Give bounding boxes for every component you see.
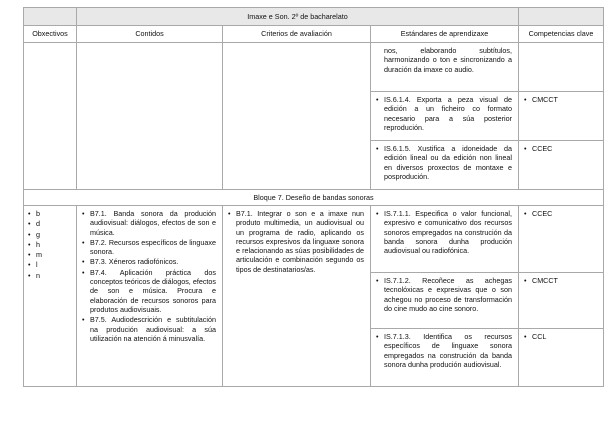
standard-cell (371, 43, 519, 92)
contidos-list (82, 209, 216, 343)
competencia-text: • CMCCT (524, 95, 597, 104)
criterio-cell (223, 206, 371, 387)
list-item: • d (28, 219, 70, 228)
standard-text: • IS.7.1.3. Identifica os recursos específicos de linguaxe sonora empregados na construción da banda sonora dunha produción audiovisual. (376, 332, 512, 369)
competencia-text: • CCL (524, 332, 597, 341)
competencia-cell (519, 329, 604, 387)
competencia-text: • CCEC (524, 209, 597, 218)
list-item: • m (28, 250, 70, 259)
header-competencias: Competencias clave (519, 26, 604, 43)
standard-cell (371, 141, 519, 190)
list-item: • l (28, 260, 70, 269)
competencia-cell (519, 92, 604, 141)
obxectivos-list (28, 209, 70, 280)
list-item: • B7.3. Xéneros radiofónicos. (82, 257, 216, 266)
standard-cell (371, 329, 519, 387)
standard-cell (371, 273, 519, 329)
standard-text: • IS.7.1.2. Recoñece as achegas tecnolóxicas e expresivas que o son achegou no proceso de transformación do cine mudo ao cine sonoro. (376, 276, 512, 313)
header-contidos: Contidos (77, 26, 223, 43)
standard-text: • IS.7.1.1. Especifica o valor funcional, expresivo e comunicativo dos recursos sonoros empregados na construción da banda sonora dunha produción audiovisual ou radiofónica. (376, 209, 512, 255)
competencia-text: • CCEC (524, 144, 597, 153)
obxectivos-cell (24, 206, 77, 387)
table-row (24, 43, 604, 92)
column-header-row (24, 26, 604, 43)
competencia-text: • CMCCT (524, 276, 597, 285)
list-item: • B7.2. Recursos específicos de linguaxe sonora. (82, 238, 216, 257)
list-item: • B7.4. Aplicación práctica dos conceptos teóricos de diálogos, efectos de son e música. Procura e elaboración de recursos sonoros para produtos audiovisuais. (82, 268, 216, 314)
header-obxectivos: Obxectivos (24, 26, 77, 43)
standard-text: nos, elaborando subtítulos, harmonizando o ton e sincronizando a duración da imaxe co audio. (384, 46, 512, 74)
table-title-row (24, 8, 604, 26)
curriculum-table (23, 7, 604, 387)
list-item: • h (28, 240, 70, 249)
list-item: • b (28, 209, 70, 218)
list-item: • n (28, 271, 70, 280)
list-item: • B7.5. Audiodescrición e subtitulación na produción audiovisual: a súa utilización na atención á minusvalía. (82, 315, 216, 343)
list-item: • g (28, 230, 70, 239)
standard-text: • IS.6.1.4. Exporta a peza visual de edición a un ficheiro co formato necesario para a súa posterior reprodución. (376, 95, 512, 132)
table-title: Imaxe e Son. 2º de bacharelato (77, 8, 519, 26)
contidos-cell (77, 206, 223, 387)
header-estandares: Estándares de aprendizaxe (371, 26, 519, 43)
competencia-cell (519, 141, 604, 190)
standard-text: • IS.6.1.5. Xustifica a idoneidade da edición lineal ou da edición non lineal en diversos proxectos de montaxe e posprodución. (376, 144, 512, 181)
bloque-row (24, 190, 604, 206)
table-row (24, 206, 604, 273)
bloque-title: Bloque 7. Deseño de bandas sonoras (24, 190, 604, 206)
header-criterios: Criterios de avaliación (223, 26, 371, 43)
standard-cell (371, 206, 519, 273)
criterio-text: • B7.1. Integrar o son e a imaxe nun produto multimedia, un audiovisual ou un programa de radio, aplicando os recursos expresivos da linguaxe sonora e relacionando as súas posibilidades de articulación e combinación segundo os tipos de destinatarios/as. (228, 209, 364, 274)
competencia-cell (519, 273, 604, 329)
competencia-cell (519, 206, 604, 273)
standard-cell (371, 92, 519, 141)
list-item: • B7.1. Banda sonora da produción audiovisual: diálogos, efectos de son e música. (82, 209, 216, 237)
